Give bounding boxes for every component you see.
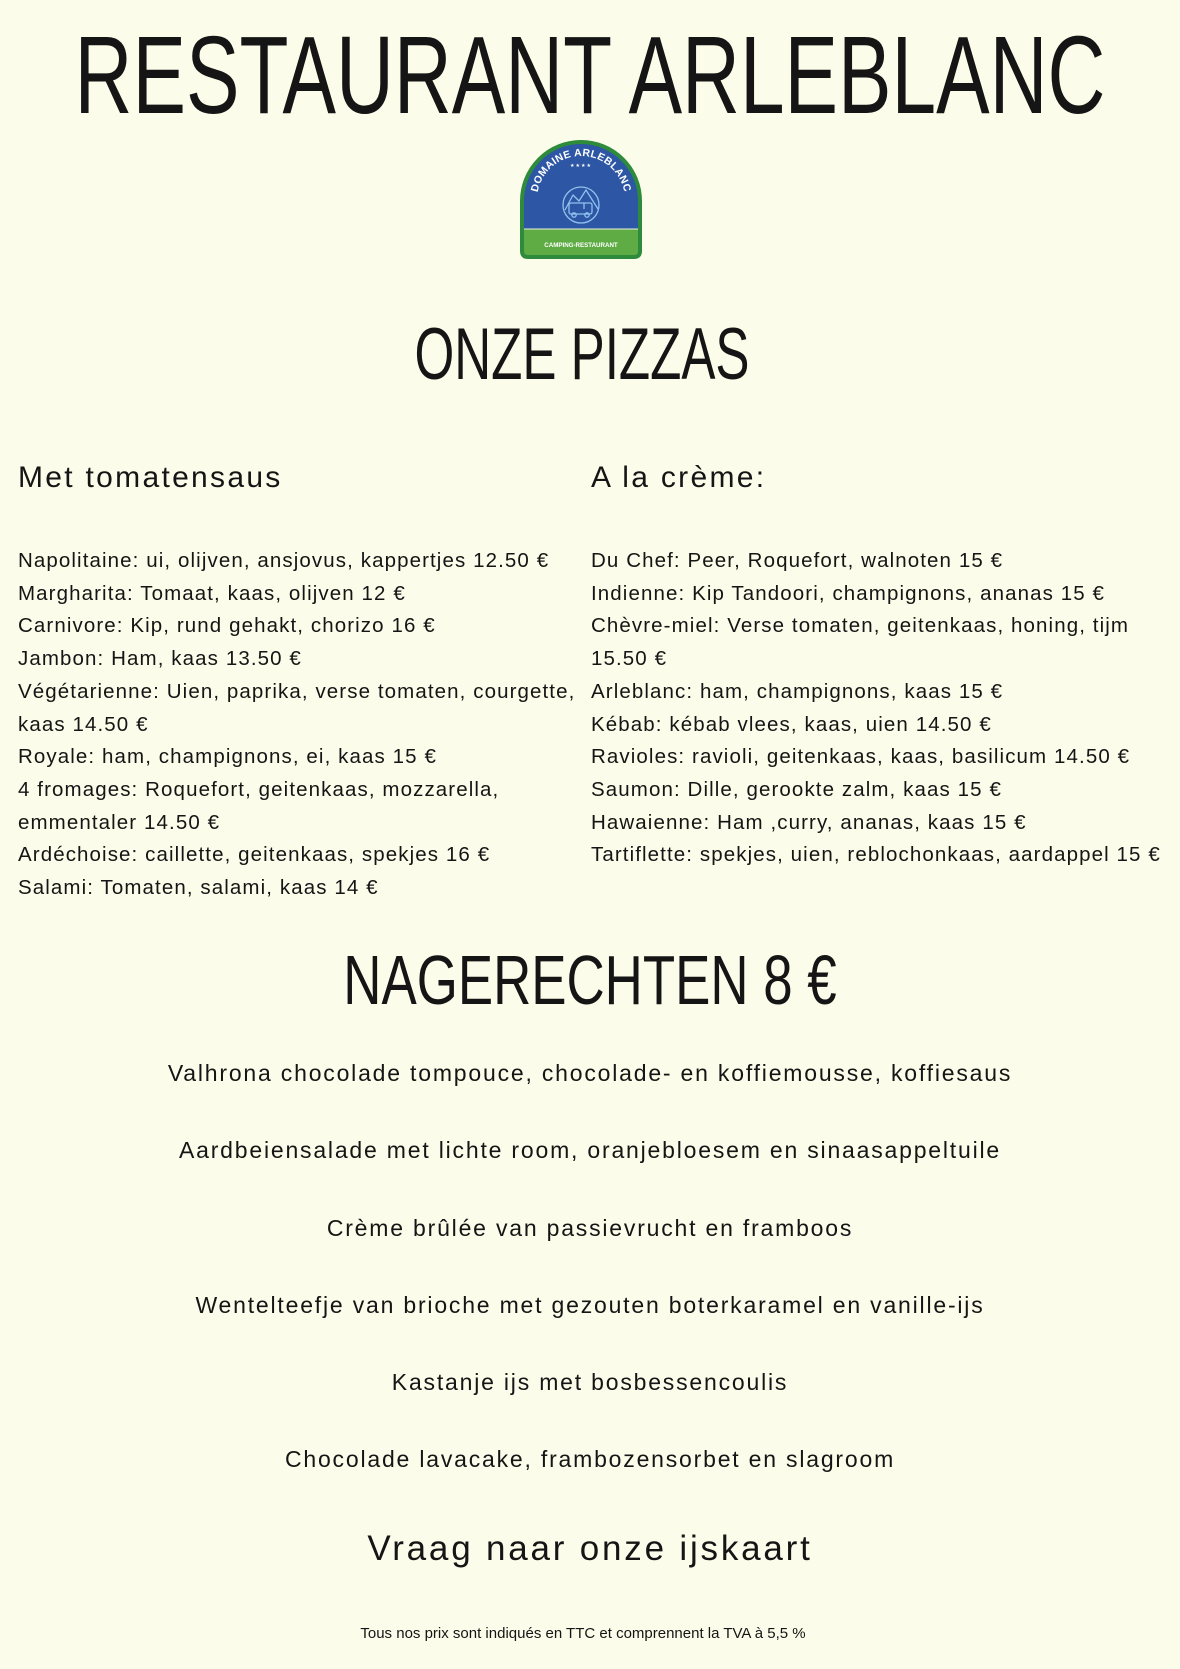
pizza-ingredients: Peer, Roquefort, walnoten	[687, 549, 953, 572]
pizza-name: Royale:	[18, 745, 96, 769]
pizza-name: Arleblanc:	[591, 679, 694, 703]
pizza-item	[591, 839, 1173, 872]
desserts-list	[0, 1035, 1180, 1499]
logo-arc-text: DOMAINE ARLEBLANC	[528, 146, 634, 194]
pizza-item	[591, 545, 1173, 578]
pizza-name: Végétarienne:	[18, 679, 160, 703]
pizza-price: 16 €	[445, 843, 491, 867]
desserts-heading: NAGERECHTEN 8 €	[343, 941, 837, 1019]
pizza-ingredients: spekjes, uien, reblochonkaas, aardappel	[699, 843, 1110, 867]
pizza-ingredients: ham, champignons, ei, kaas	[102, 745, 386, 769]
pizza-item	[18, 872, 588, 905]
pizza-price: 16 €	[391, 614, 436, 638]
pizza-price: 15 €	[1116, 843, 1161, 867]
dessert-item: Wentelteefje van brioche met gezouten boterkaramel en vanille-ijs	[195, 1291, 985, 1318]
pizza-ingredients: Uien, paprika, verse tomaten, courgette, kaas	[18, 679, 576, 736]
pizza-ingredients: Dille, gerookte zalm, kaas	[687, 777, 951, 801]
dessert-item: Aardbeiensalade met lichte room, oranjebloesem en sinaasappeltuile	[178, 1137, 1001, 1164]
pizza-name: Hawaienne:	[591, 810, 711, 834]
pizza-item	[18, 610, 588, 643]
ice-cream-note: Vraag naar onze ijskaart	[367, 1529, 813, 1568]
pizza-price: 15 €	[958, 549, 1004, 572]
logo-badge	[518, 138, 644, 261]
pizza-ingredients: caillette, geitenkaas, spekjes	[145, 843, 440, 867]
pizza-name: Saumon:	[591, 777, 681, 801]
dessert-item: Crème brûlée van passievrucht en framboos	[326, 1214, 854, 1241]
pizza-item	[591, 610, 1173, 675]
pizza-ingredients: Ham ,curry, ananas, kaas	[717, 810, 976, 834]
cream-pizza-list	[591, 545, 1173, 872]
pizza-name: Jambon:	[18, 647, 105, 671]
dessert-item: Valhrona chocolade tompouce, chocolade- en koffiemousse, koffiesaus	[167, 1060, 1013, 1086]
pizza-item	[591, 774, 1173, 807]
pizza-item	[18, 839, 588, 872]
pizza-ingredients: Verse tomaten, geitenkaas, honing, tijm	[727, 614, 1130, 638]
pizza-name: Margharita:	[18, 581, 134, 605]
pizza-item	[591, 807, 1173, 840]
pizza-name: Napolitaine:	[18, 549, 140, 572]
pizza-name: Chèvre-miel:	[591, 614, 721, 638]
pizza-item	[18, 774, 588, 839]
dessert-item: Kastanje ijs met bosbessencoulis	[391, 1369, 789, 1396]
pizza-name: Salami:	[18, 876, 95, 900]
pizza-ingredients: Tomaat, kaas, olijven	[140, 581, 355, 605]
pizza-price: 14.50 €	[144, 810, 221, 834]
pizza-name: Carnivore:	[18, 614, 124, 638]
pizza-ingredients: Kip, rund gehakt, chorizo	[130, 614, 385, 638]
pizza-ingredients: ham, champignons, kaas	[699, 679, 953, 703]
pizza-ingredients: ravioli, geitenkaas, kaas, basilicum	[692, 745, 1048, 769]
pizza-name: Ardéchoise:	[18, 843, 139, 867]
pizza-ingredients: Tomaten, salami, kaas	[100, 876, 328, 900]
pizza-ingredients: Kip Tandoori, champignons, ananas	[692, 581, 1054, 605]
pizza-ingredients: ui, olijven, ansjovus, kappertjes	[146, 549, 467, 572]
pizza-name: Du Chef:	[591, 549, 681, 572]
pizza-item	[18, 578, 588, 611]
logo-stars: ★★★★	[570, 163, 592, 169]
pizza-price: 15.50 €	[591, 647, 668, 671]
pizza-name: Ravioles:	[591, 745, 686, 769]
pizza-item	[591, 676, 1173, 709]
pizza-price: 12.50 €	[473, 549, 550, 572]
tomato-pizza-list	[18, 545, 588, 905]
pizza-item	[591, 709, 1173, 742]
pizza-price: 14.50 €	[72, 712, 149, 736]
pizzas-heading: ONZE PIZZAS	[414, 314, 750, 395]
pizza-name: Kébab:	[591, 712, 663, 736]
pizza-price: 12 €	[361, 581, 406, 605]
pizza-price: 15 €	[392, 745, 437, 769]
pizza-item	[18, 643, 588, 676]
pizza-ingredients: Roquefort, geitenkaas, mozzarella, emmentaler	[18, 777, 500, 834]
pizza-price: 15 €	[982, 810, 1027, 834]
pizza-item	[18, 676, 588, 741]
dessert-item: Chocolade lavacake, frambozensorbet en slagroom	[284, 1446, 896, 1473]
pizza-price: 13.50 €	[225, 647, 302, 671]
pizza-price: 14.50 €	[915, 712, 992, 736]
pizza-item	[18, 741, 588, 774]
pizza-item	[591, 741, 1173, 774]
pizza-price: 15 €	[958, 679, 1004, 703]
pizza-price: 15 €	[1060, 581, 1106, 605]
pizza-price: 15 €	[957, 777, 1002, 801]
pizza-item	[591, 578, 1173, 611]
pizza-name: 4 fromages:	[18, 777, 139, 801]
pizza-item	[18, 545, 588, 578]
pizza-ingredients: Ham, kaas	[111, 647, 220, 671]
logo	[518, 138, 644, 261]
pizza-price: 14 €	[334, 876, 379, 900]
restaurant-title: RESTAURANT ARLEBLANC	[74, 14, 1106, 137]
cream-heading: A la crème:	[591, 461, 767, 494]
pizza-name: Indienne:	[591, 581, 686, 605]
pizza-name: Tartiflette:	[591, 843, 694, 867]
tomato-sauce-heading: Met tomatensaus	[18, 461, 283, 494]
logo-band-text: CAMPING-RESTAURANT	[544, 242, 618, 249]
price-footnote: Tous nos prix sont indiqués en TTC et comprennent la TVA à 5,5 %	[360, 1625, 806, 1642]
pizza-ingredients: kébab vlees, kaas, uien	[669, 712, 909, 736]
pizza-price: 14.50 €	[1054, 745, 1131, 769]
